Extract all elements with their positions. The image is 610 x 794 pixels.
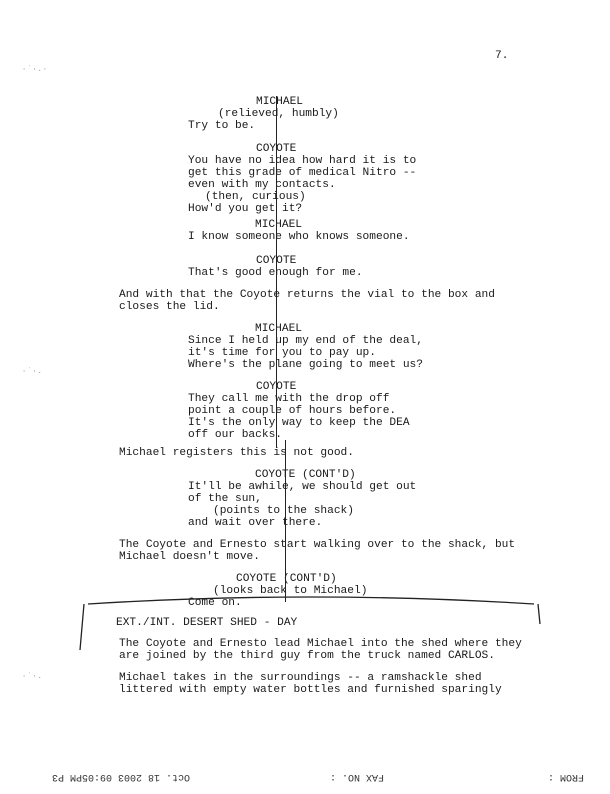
script-character: COYOTE (CONT'D) — [255, 469, 356, 481]
script-dialogue: Where's the plane going to meet us? — [188, 359, 423, 371]
margin-speck: ·˙·. — [22, 673, 43, 681]
script-dialogue: it's time for you to pay up. — [188, 347, 376, 359]
script-dialogue: point a couple of hours before. — [188, 405, 397, 417]
page-number: 7. — [495, 50, 509, 62]
script-action: Michael doesn't move. — [119, 551, 260, 563]
script-dialogue: That's good enough for me. — [188, 267, 363, 279]
script-dialogue: It'll be awhile, we should get out — [188, 481, 417, 493]
script-action: are joined by the third guy from the truck named CARLOS. — [119, 650, 495, 662]
script-dialogue: get this grade of medical Nitro -- — [188, 167, 417, 179]
script-character: COYOTE (CONT'D) — [236, 573, 337, 585]
script-parenthetical: (then, curious) — [205, 191, 306, 203]
script-dialogue: Try to be. — [188, 120, 256, 132]
script-action: Michael takes in the surroundings -- a ramshackle shed — [119, 672, 482, 684]
script-dialogue: even with my contacts. — [188, 179, 336, 191]
script-character: MICHAEL — [256, 96, 303, 108]
script-dialogue: How'd you get it? — [188, 203, 303, 215]
script-character: MICHAEL — [255, 219, 302, 231]
script-dialogue: Since I held up my end of the deal, — [188, 335, 423, 347]
script-action: And with that the Coyote returns the vial to the box and — [119, 289, 495, 301]
script-dialogue: It's the only way to keep the DEA — [188, 417, 410, 429]
script-dialogue: I know someone who knows someone. — [188, 231, 410, 243]
script-character: MICHAEL — [255, 323, 302, 335]
margin-speck: ·˙·.· — [22, 66, 49, 74]
script-action: Michael registers this is not good. — [119, 447, 354, 459]
fax-from-label: FROM : — [548, 771, 585, 782]
margin-speck: ·˙·. — [22, 368, 43, 376]
script-character: COYOTE — [256, 143, 297, 155]
script-scene-heading: EXT./INT. DESERT SHED - DAY — [116, 617, 298, 629]
script-dialogue: of the sun, — [188, 493, 262, 505]
script-character: COYOTE — [256, 255, 297, 267]
script-parenthetical: (relieved, humbly) — [218, 108, 339, 120]
script-action: closes the lid. — [119, 301, 220, 313]
script-dialogue: off our backs. — [188, 429, 282, 441]
script-character: COYOTE — [256, 381, 297, 393]
script-dialogue: and wait over there. — [188, 517, 323, 529]
fax-number-label: FAX NO. : — [330, 771, 385, 782]
script-dialogue: Come on. — [188, 597, 242, 609]
script-parenthetical: (points to the shack) — [213, 505, 354, 517]
fax-date-time-page: Oct. 18 2003 09:05PM P3 — [52, 771, 191, 782]
script-action: littered with empty water bottles and furnished sparingly — [119, 684, 502, 696]
script-parenthetical: (looks back to Michael) — [213, 585, 368, 597]
script-action: The Coyote and Ernesto lead Michael into the shed where they — [119, 638, 522, 650]
script-dialogue: They call me with the drop off — [188, 393, 390, 405]
script-action: The Coyote and Ernesto start walking over to the shack, but — [119, 539, 516, 551]
script-dialogue: You have no idea how hard it is to — [188, 155, 417, 167]
